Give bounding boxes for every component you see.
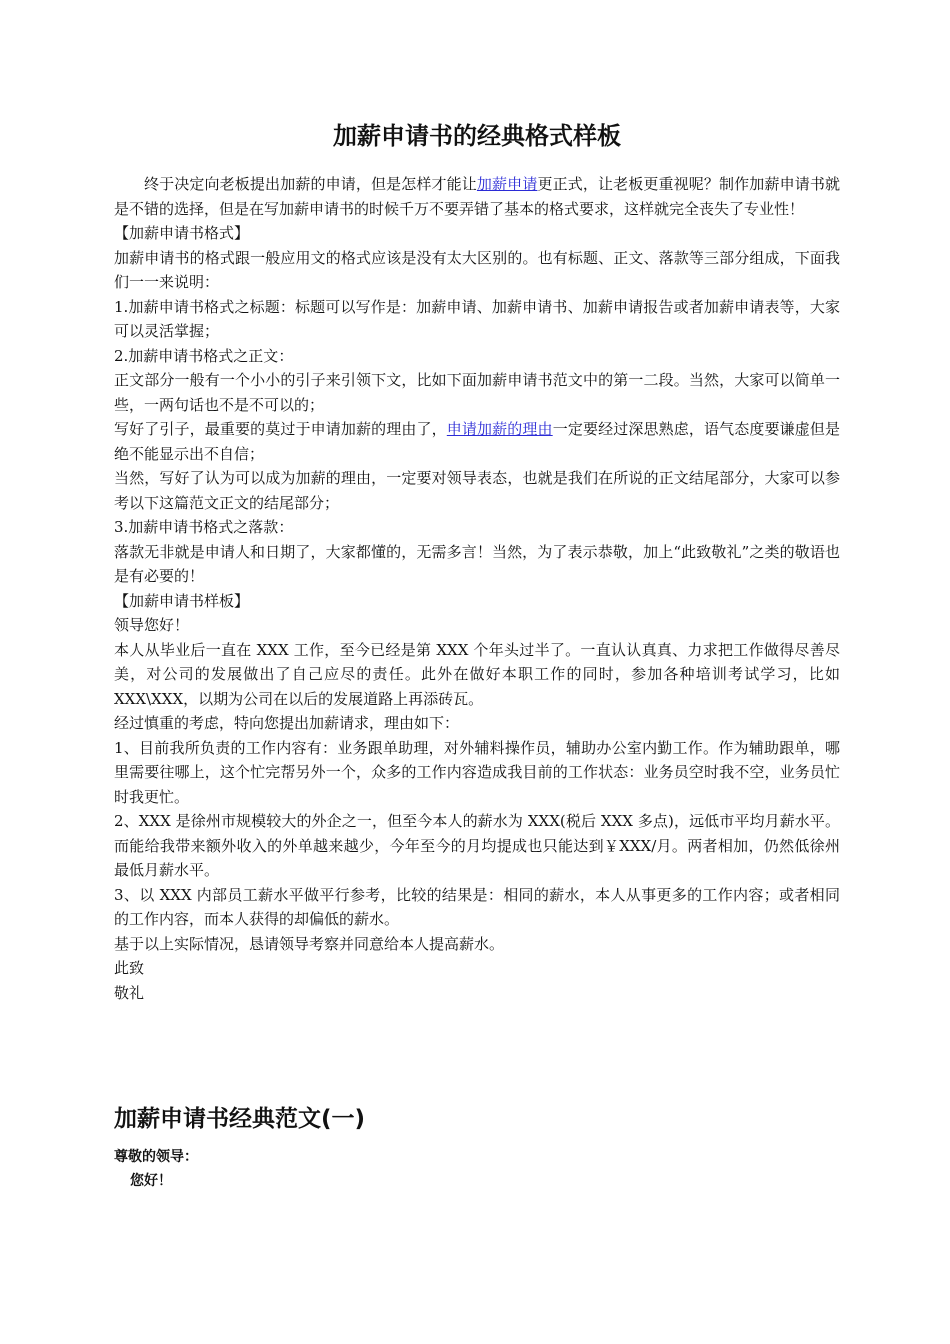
reason-2: 2、XXX 是徐州市规模较大的外企之一，但至今本人的薪水为 XXX(税后 XXX 多点)，远低市平均月薪水平。而能给我带来额外收入的外单越来越少，今年至今的月均提成也只能达到￥XXX/月。两者相加，仍然低徐州最低月薪水平。 [114, 812, 840, 879]
closing-paragraph: 基于以上实际情况，恳请领导考察并同意给本人提高薪水。 [114, 934, 505, 953]
sample-greeting: 领导您好！ [114, 616, 190, 634]
body-paragraph-2 [114, 417, 840, 466]
closing-jingli: 敬礼 [114, 983, 145, 1002]
link-salary-application[interactable]: 加薪申请 [476, 175, 538, 193]
intro-text-after: 更正式，让老板更重视呢？制作加薪申请书就是不错的选择，但是在写加薪申请书的时候千万不要弄错了基本的格式要求，这样就完全丧失了专业性！ [114, 175, 840, 218]
section-spacer [114, 1005, 840, 1101]
intro-paragraph [114, 172, 840, 221]
page-title: 加薪申请书的经典格式样板 [333, 122, 621, 150]
reason-3: 3、以 XXX 内部员工薪水平做平行参考，比较的结果是：相同的薪水，本人从事更多的工作内容；或者相同的工作内容，而本人获得的却偏低的薪水。 [114, 885, 840, 928]
sample1-greeting: 您好！ [130, 1173, 172, 1189]
format-item-body: 2.加薪申请书格式之正文： [114, 346, 294, 365]
format-intro-paragraph: 加薪申请书的格式跟一般应用文的格式应该是没有太大区别的。也有标题、正文、落款等三部分组成，下面我们一一来说明： [114, 248, 840, 291]
intro-text-before: 终于决定向老板提出加薪的申请，但是怎样才能让 [144, 175, 477, 193]
format-item-signoff: 3.加薪申请书格式之落款： [114, 518, 294, 536]
body-paragraph-3: 当然，写好了认为可以成为加薪的理由，一定要对领导表态，也就是我们在所说的正文结尾部分，大家可以参考以下这篇范文正文的结尾部分； [114, 469, 840, 512]
link-raise-reasons[interactable]: 申请加薪的理由 [446, 420, 553, 438]
sample1-title: 加薪申请书经典范文(一) [114, 1106, 366, 1132]
closing-cizhi: 此致 [114, 959, 145, 977]
sample-paragraph-1: 本人从毕业后一直在 XXX 工作，至今已经是第 XXX 个年头过半了。一直认认真真、力求把工作做得尽善尽美，对公司的发展做出了自己应尽的责任。此外在做好本职工作的同时，参加各种培训考试学习，比如 XXX\XXX，以期为公司在以后的发展道路上再添砖瓦。 [114, 640, 840, 708]
body-p2-text-after: 一定要经过深思熟虑，语气态度要谦虚但是绝不能显示出不自信； [114, 420, 840, 463]
body-paragraph-1: 正文部分一般有一个小小的引子来引领下文，比如下面加薪申请书范文中的第一二段。当然，大家可以简单一些，一两句话也不是不可以的； [114, 371, 840, 414]
sample-paragraph-2: 经过慎重的考虑，特向您提出加薪请求，理由如下： [114, 714, 460, 732]
section-heading-sample: 【加薪申请书样板】 [114, 591, 250, 610]
sample1-salutation: 尊敬的领导： [114, 1149, 198, 1165]
section-heading-format: 【加薪申请书格式】 [114, 224, 250, 242]
signoff-paragraph: 落款无非就是申请人和日期了，大家都懂的，无需多言！当然，为了表示恭敬，加上“此致敬礼”之类的敬语也是有必要的！ [114, 542, 840, 585]
document-page [114, 118, 840, 1193]
reason-1: 1、目前我所负责的工作内容有：业务跟单助理，对外辅料操作员，辅助办公室内勤工作。作为辅助跟单，哪里需要往哪上，这个忙完帮另外一个，众多的工作内容造成我目前的工作状态：业务员空时我不空，业务员忙时我更忙。 [114, 738, 840, 806]
body-p2-text-before: 写好了引子，最重要的莫过于申请加薪的理由了， [114, 420, 447, 438]
format-item-title: 1.加薪申请书格式之标题：标题可以写作是：加薪申请、加薪申请书、加薪申请报告或者加薪申请表等，大家可以灵活掌握； [114, 297, 840, 340]
